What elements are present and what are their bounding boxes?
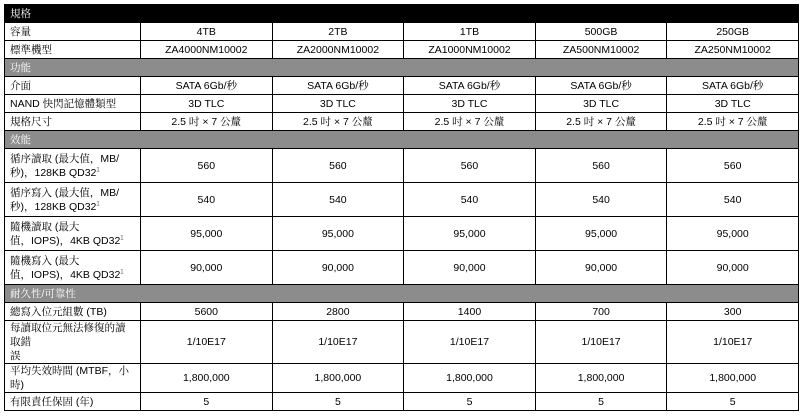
performance-row [5, 149, 799, 183]
row-label [5, 364, 141, 393]
value-cell: 95,000 [404, 217, 536, 251]
value-cell: 540 [667, 183, 799, 217]
feature-row [5, 95, 799, 113]
value-cell: 700 [535, 303, 667, 321]
value-cell: 2.5 吋 × 7 公釐 [141, 113, 273, 131]
section-features-label: 功能 [5, 59, 799, 77]
row-label-line2: 值，IOPS)，4KB QD32 [10, 268, 121, 281]
feature-row [5, 113, 799, 131]
value-cell: SATA 6Gb/秒 [535, 77, 667, 95]
value-cell: 560 [272, 149, 404, 183]
row-label-line1: 循序寫入 (最大值，MB/ [10, 186, 120, 199]
row-label-line1: 每讀取位元無法修復的讀取錯 [10, 322, 126, 348]
value-cell: 95,000 [535, 217, 667, 251]
spec-table-body [5, 5, 799, 411]
section-endurance-label: 耐久性/可靠性 [5, 285, 799, 303]
value-cell: 250GB [667, 23, 799, 41]
row-label-line1: 循序讀取 (最大值，MB/ [10, 152, 120, 165]
value-cell: 2TB [272, 23, 404, 41]
row-label-line1: 隨機寫入 (最大 [10, 254, 80, 267]
endurance-row [5, 364, 799, 393]
value-cell: 500GB [535, 23, 667, 41]
value-cell: ZA250NM10002 [667, 41, 799, 59]
value-cell: 2800 [272, 303, 404, 321]
value-cell: 540 [535, 183, 667, 217]
value-cell: 5 [141, 393, 273, 411]
row-label [5, 183, 141, 217]
performance-row [5, 183, 799, 217]
value-cell: SATA 6Gb/秒 [667, 77, 799, 95]
value-cell: 5 [535, 393, 667, 411]
value-cell: SATA 6Gb/秒 [404, 77, 536, 95]
endurance-row [5, 393, 799, 411]
row-label [5, 393, 141, 411]
value-cell: 5 [667, 393, 799, 411]
value-cell: SATA 6Gb/秒 [272, 77, 404, 95]
value-cell: 1,800,000 [404, 364, 536, 393]
value-cell: 5 [404, 393, 536, 411]
footnote-mark: 1 [120, 269, 124, 275]
value-cell: 95,000 [272, 217, 404, 251]
row-label [5, 251, 141, 285]
value-cell: 90,000 [404, 251, 536, 285]
value-cell: 560 [404, 149, 536, 183]
value-cell: ZA2000NM10002 [272, 41, 404, 59]
value-cell: 1,800,000 [667, 364, 799, 393]
section-performance-label: 效能 [5, 131, 799, 149]
performance-row [5, 217, 799, 251]
value-cell: 1,800,000 [535, 364, 667, 393]
spec-table [4, 4, 799, 411]
value-cell: 1,800,000 [141, 364, 273, 393]
value-cell: 90,000 [272, 251, 404, 285]
section-performance [5, 131, 799, 149]
value-cell: 1/10E17 [272, 321, 404, 364]
table-title-row [5, 5, 799, 23]
performance-row [5, 251, 799, 285]
feature-row [5, 77, 799, 95]
footnote-mark: 1 [96, 167, 100, 173]
value-cell: 3D TLC [272, 95, 404, 113]
row-label [5, 303, 141, 321]
value-cell: 2.5 吋 × 7 公釐 [535, 113, 667, 131]
value-cell: 90,000 [535, 251, 667, 285]
value-cell: 1/10E17 [535, 321, 667, 364]
value-cell: 5600 [141, 303, 273, 321]
value-cell: 95,000 [667, 217, 799, 251]
value-cell: 5 [272, 393, 404, 411]
value-cell: 540 [272, 183, 404, 217]
value-cell: 90,000 [667, 251, 799, 285]
value-cell: 560 [667, 149, 799, 183]
value-cell: 3D TLC [404, 95, 536, 113]
value-cell: 1400 [404, 303, 536, 321]
footnote-mark: 1 [96, 201, 100, 207]
value-cell: 1/10E17 [404, 321, 536, 364]
value-cell: 1/10E17 [141, 321, 273, 364]
value-cell: 90,000 [141, 251, 273, 285]
row-label [5, 149, 141, 183]
capacity-row [5, 23, 799, 41]
value-cell: 1,800,000 [272, 364, 404, 393]
endurance-row [5, 303, 799, 321]
row-label-line1: 有限責任保固 (年) [10, 395, 94, 408]
value-cell: 300 [667, 303, 799, 321]
row-label-line2: 誤 [10, 350, 21, 362]
model-row [5, 41, 799, 59]
row-label-line2: 秒)，128KB QD32 [10, 200, 97, 213]
row-label-line1: 隨機讀取 (最大 [10, 220, 80, 233]
value-cell: 1TB [404, 23, 536, 41]
value-cell: SATA 6Gb/秒 [141, 77, 273, 95]
row-label [5, 321, 141, 364]
value-cell: 3D TLC [535, 95, 667, 113]
table-title: 規格 [5, 5, 799, 23]
endurance-row [5, 321, 799, 364]
row-label-line2: 秒)，128KB QD32 [10, 166, 97, 179]
value-cell: 3D TLC [141, 95, 273, 113]
value-cell: 4TB [141, 23, 273, 41]
section-features [5, 59, 799, 77]
value-cell: 1/10E17 [667, 321, 799, 364]
value-cell: ZA4000NM10002 [141, 41, 273, 59]
section-endurance [5, 285, 799, 303]
value-cell: 2.5 吋 × 7 公釐 [667, 113, 799, 131]
feature-label: 介面 [5, 77, 141, 95]
value-cell: 540 [404, 183, 536, 217]
row-label-line1: 平均失效時間 (MTBF，小時) [10, 365, 129, 391]
row-label-line1: 總寫入位元組數 (TB) [10, 305, 107, 318]
value-cell: 95,000 [141, 217, 273, 251]
feature-label: 規格尺寸 [5, 113, 141, 131]
model-label: 標準機型 [5, 41, 141, 59]
value-cell: 3D TLC [667, 95, 799, 113]
footnote-mark: 1 [120, 235, 124, 241]
value-cell: 560 [535, 149, 667, 183]
feature-label: NAND 快閃記憶體類型 [5, 95, 141, 113]
value-cell: 2.5 吋 × 7 公釐 [404, 113, 536, 131]
value-cell: ZA1000NM10002 [404, 41, 536, 59]
value-cell: 2.5 吋 × 7 公釐 [272, 113, 404, 131]
value-cell: 560 [141, 149, 273, 183]
row-label [5, 217, 141, 251]
row-label-line2: 值，IOPS)，4KB QD32 [10, 234, 121, 247]
value-cell: 540 [141, 183, 273, 217]
value-cell: ZA500NM10002 [535, 41, 667, 59]
capacity-label: 容量 [5, 23, 141, 41]
